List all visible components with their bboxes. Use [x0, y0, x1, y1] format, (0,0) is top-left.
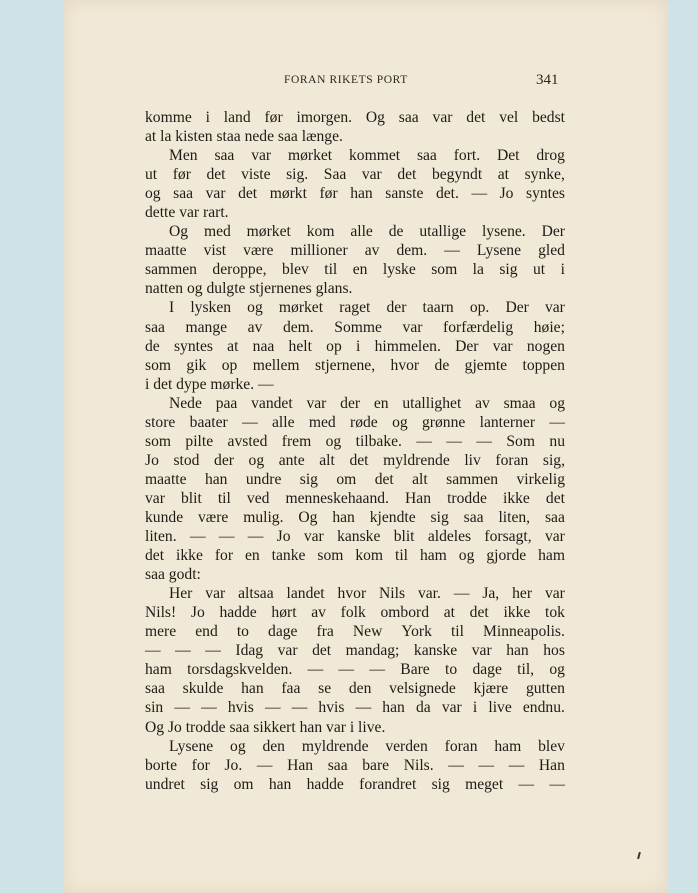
text-line: maatte han undre sig om det alt sammen virkelig: [145, 470, 565, 488]
text-line: ham torsdagskvelden. — — — Bare to dage til, og: [145, 661, 565, 679]
text-line: I lysken og mørket raget der taarn op. Der var: [169, 299, 565, 317]
text-line: de syntes at naa helt op i himmelen. Der var nogen: [145, 337, 565, 355]
text-line: natten og dulgte stjernenes glans.: [145, 280, 353, 298]
book-page: [64, 0, 668, 893]
text-line: Jo stod der og ante alt det myldrende liv foran sig,: [145, 451, 565, 469]
text-line: og saa var det mørkt før han sanste det. — Jo syntes: [145, 185, 565, 203]
text-line: Men saa var mørket kommet saa fort. Det drog: [169, 147, 565, 165]
text-line: Her var altsaa landet hvor Nils var. — Ja, her var: [169, 585, 565, 603]
text-line: ut før det viste sig. Saa var det begyndt at synke,: [145, 166, 565, 184]
text-line: store baater — alle med røde og grønne lanterner —: [145, 413, 565, 431]
text-line: Nils! Jo hadde hørt av folk ombord at det ikke tok: [145, 604, 565, 622]
text-line: Nede paa vandet var der en utallighet av smaa og: [169, 394, 565, 412]
running-title: FORAN RIKETS PORT: [284, 74, 408, 86]
text-line: borte for Jo. — Han saa bare Nils. — — — Han: [145, 756, 565, 774]
page-number: 341: [536, 72, 559, 88]
text-line: komme i land før imorgen. Og saa var det vel bedst: [145, 109, 565, 126]
text-line: liten. — — — Jo var kanske blit aldeles forsagt, var: [145, 528, 565, 546]
body-text: [145, 108, 565, 794]
text-line: dette var rart.: [145, 204, 229, 222]
text-line: saa skulde han faa se den velsignede kjære gutten: [145, 680, 565, 698]
text-line: maatte vist være millioner av dem. — Lysene gled: [145, 242, 565, 260]
text-line: Og med mørket kom alle de utallige lysene. Der: [169, 223, 565, 241]
page-header: [64, 72, 668, 92]
text-line: som pilte avsted frem og tilbake. — — — Som nu: [145, 432, 565, 450]
text-line: var blit til ved menneskehaand. Han trodde ikke det: [145, 489, 565, 507]
text-line: sin — — hvis — — hvis — han da var i live endnu.: [145, 699, 565, 717]
text-line: det ikke for en tanke som kom til ham og gjorde ham: [145, 547, 565, 565]
text-line: at la kisten staa nede saa længe.: [145, 128, 343, 146]
text-line: som gik op mellem stjernene, hvor de gjemte toppen: [145, 356, 565, 374]
text-line: saa mange av dem. Somme var forfærdelig høie;: [145, 318, 565, 336]
text-line: mere end to dage fra New York til Minneapolis.: [145, 623, 565, 641]
text-line: Og Jo trodde saa sikkert han var i live.: [145, 718, 386, 736]
text-line: i det dype mørke. —: [145, 375, 274, 393]
text-line: — — — Idag var det mandag; kanske var han hos: [145, 642, 565, 660]
text-line: undret sig om han hadde forandret sig meget — —: [145, 775, 565, 793]
text-line: kunde være mulig. Og han kjendte sig saa liten, saa: [145, 508, 565, 526]
text-line: sammen deroppe, blev til en lyske som la sig ut i: [145, 261, 565, 279]
text-line: Lysene og den myldrende verden foran ham blev: [169, 737, 565, 755]
text-line: saa godt:: [145, 566, 201, 584]
